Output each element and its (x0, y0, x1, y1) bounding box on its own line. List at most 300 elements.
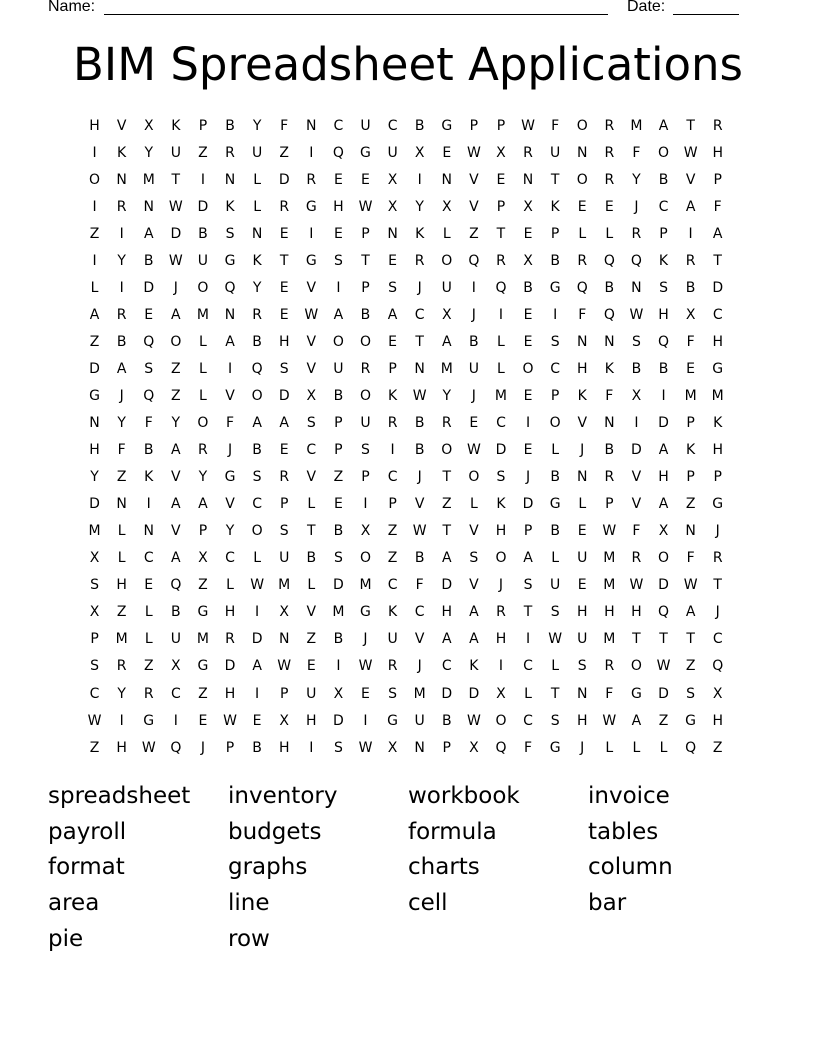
grid-letter: V (225, 496, 235, 513)
grid-letter: Z (198, 577, 208, 594)
grid-letter: R (143, 685, 154, 702)
grid-letter: R (441, 415, 452, 432)
grid-letter: A (658, 442, 669, 459)
grid-letter: Y (415, 198, 424, 215)
word-list-item: charts (408, 854, 480, 881)
grid-letter: F (551, 117, 560, 134)
grid-letter: J (580, 442, 585, 459)
grid-letter: C (387, 469, 398, 486)
grid-letter: H (278, 333, 290, 350)
grid-letter: S (577, 658, 587, 675)
grid-letter: T (686, 117, 695, 134)
grid-letter: W (358, 739, 373, 756)
grid-letter: L (551, 658, 560, 675)
grid-letter: Z (116, 604, 127, 621)
grid-letter: J (417, 279, 422, 296)
grid-letter: I (336, 279, 341, 296)
grid-letter: Z (685, 496, 696, 513)
grid-letter: P (361, 225, 370, 242)
grid-letter: R (577, 252, 588, 269)
grid-letter: T (550, 171, 560, 188)
grid-letter: X (523, 198, 533, 215)
grid-letter: H (604, 604, 615, 621)
grid-letter: O (522, 360, 534, 377)
grid-letter: R (631, 550, 642, 567)
grid-letter: R (387, 415, 398, 432)
grid-letter: H (116, 577, 127, 594)
grid-letter: N (116, 171, 127, 188)
grid-letter: W (521, 117, 535, 134)
grid-letter: Q (603, 252, 615, 269)
grid-letter: Y (117, 415, 126, 432)
grid-letter: Q (685, 739, 697, 756)
grid-letter: R (523, 144, 533, 161)
grid-letter: H (278, 739, 290, 756)
grid-letter: G (305, 198, 317, 215)
grid-letter: Y (632, 171, 641, 188)
word-list (48, 780, 768, 958)
grid-letter: Y (90, 469, 99, 486)
grid-letter: P (523, 523, 533, 540)
grid-letter: W (656, 658, 671, 675)
grid-letter: C (658, 198, 669, 215)
grid-letter: Q (170, 577, 182, 594)
grid-letter: M (603, 550, 616, 567)
grid-letter: F (605, 387, 614, 404)
grid-letter: I (336, 658, 341, 675)
grid-letter: Q (468, 252, 480, 269)
grid-letter: S (388, 685, 398, 702)
grid-letter: I (417, 171, 422, 188)
grid-letter: Z (198, 144, 208, 161)
grid-letter: Z (658, 712, 669, 729)
grid-letter: D (495, 442, 507, 459)
grid-letter: R (279, 469, 290, 486)
grid-letter: S (333, 739, 343, 756)
word-list-item: workbook (408, 783, 520, 809)
word-list-item: cell (408, 890, 448, 917)
grid-letter: D (224, 658, 236, 675)
grid-letter: K (469, 658, 479, 675)
grid-letter: W (87, 712, 102, 729)
grid-letter: L (497, 360, 505, 377)
grid-letter: P (334, 442, 343, 459)
grid-letter: A (441, 333, 452, 350)
grid-letter: A (658, 117, 669, 134)
word-list-item: line (228, 890, 270, 917)
grid-letter: O (630, 658, 642, 675)
grid-letter: N (576, 333, 588, 350)
grid-letter: I (173, 712, 178, 729)
grid-letter: C (89, 685, 100, 702)
grid-letter: P (496, 198, 506, 215)
grid-letter: U (441, 279, 452, 296)
grid-letter: T (659, 631, 668, 648)
grid-letter: E (388, 333, 397, 350)
grid-letter: H (495, 631, 507, 648)
grid-letter: N (306, 117, 317, 134)
grid-letter: L (605, 225, 614, 242)
grid-letter: G (89, 387, 100, 404)
grid-letter: N (441, 171, 452, 188)
grid-letter: Y (252, 117, 262, 134)
grid-letter: D (522, 496, 534, 513)
grid-letter: W (602, 523, 617, 540)
grid-letter: F (632, 523, 641, 540)
grid-letter: E (523, 225, 533, 242)
grid-letter: E (523, 306, 533, 323)
grid-letter: O (251, 387, 263, 404)
grid-letter: M (440, 360, 453, 377)
grid-letter: E (469, 415, 479, 432)
grid-letter: R (360, 360, 371, 377)
grid-letter: P (550, 225, 560, 242)
grid-letter: L (524, 685, 532, 702)
grid-letter: T (415, 333, 424, 350)
grid-letter: R (252, 306, 262, 323)
grid-letter: D (170, 225, 182, 242)
grid-letter: D (143, 279, 155, 296)
grid-letter: J (417, 469, 422, 486)
grid-letter: X (523, 252, 533, 269)
grid-letter: E (279, 442, 289, 459)
grid-letter: L (144, 604, 153, 621)
word-list-item: format (48, 854, 125, 881)
grid-letter: P (225, 739, 235, 756)
grid-letter: N (414, 360, 425, 377)
grid-letter: L (199, 333, 207, 350)
grid-letter: O (495, 550, 507, 567)
grid-letter: U (414, 712, 425, 729)
grid-letter: F (632, 144, 641, 161)
grid-letter: S (90, 658, 99, 675)
word-list-item: bar (588, 890, 627, 917)
grid-letter: S (333, 252, 343, 269)
grid-letter: H (441, 604, 453, 621)
grid-letter: X (685, 306, 696, 323)
grid-letter: I (119, 225, 124, 242)
grid-letter: S (469, 550, 479, 567)
grid-letter: L (578, 225, 587, 242)
grid-letter: F (280, 117, 289, 134)
grid-letter: O (658, 144, 670, 161)
grid-letter: W (223, 712, 237, 729)
grid-letter: D (631, 442, 642, 459)
grid-letter: A (279, 415, 289, 432)
grid-letter: K (225, 198, 235, 215)
grid-letter: E (279, 306, 289, 323)
grid-letter: M (359, 577, 372, 594)
grid-letter: G (143, 712, 155, 729)
grid-letter: K (577, 387, 587, 404)
grid-letter: P (713, 171, 722, 188)
grid-letter: X (279, 712, 289, 729)
grid-letter: O (251, 523, 263, 540)
grid-letter: H (116, 739, 127, 756)
grid-letter: H (495, 523, 507, 540)
grid-letter: L (605, 739, 614, 756)
grid-letter: Z (198, 685, 208, 702)
grid-letter: L (144, 631, 153, 648)
grid-letter: S (306, 415, 316, 432)
grid-letter: K (658, 252, 669, 269)
grid-letter: V (171, 523, 181, 540)
word-list-item: pie (48, 925, 84, 952)
grid-letter: W (466, 712, 481, 729)
word-list-item: inventory (228, 783, 338, 809)
grid-letter: J (715, 523, 720, 540)
grid-letter: M (88, 523, 101, 540)
grid-letter: B (441, 712, 452, 729)
grid-letter: X (712, 685, 723, 702)
grid-letter: E (144, 577, 154, 594)
grid-letter: L (442, 225, 451, 242)
grid-letter: H (333, 198, 344, 215)
grid-letter: B (550, 469, 560, 486)
grid-letter: O (441, 442, 453, 459)
grid-letter: L (199, 387, 207, 404)
grid-letter: U (387, 631, 398, 648)
grid-letter: Z (387, 523, 398, 540)
grid-letter: E (333, 171, 343, 188)
grid-letter: I (525, 415, 531, 432)
grid-letter: A (469, 604, 479, 621)
grid-letter: P (659, 225, 668, 242)
grid-letter: B (469, 333, 479, 350)
grid-letter: M (603, 577, 616, 594)
grid-letter: M (684, 387, 697, 404)
grid-letter: H (658, 469, 669, 486)
grid-letter: S (686, 685, 696, 702)
grid-letter: U (306, 685, 317, 702)
grid-letter: Q (712, 658, 724, 675)
grid-letter: F (605, 685, 614, 702)
grid-letter: L (307, 496, 316, 513)
grid-letter: C (523, 658, 533, 675)
grid-letter: H (712, 442, 723, 459)
grid-letter: D (278, 171, 290, 188)
name-blank-line (104, 14, 608, 15)
grid-letter: R (225, 631, 235, 648)
grid-letter: X (631, 387, 642, 404)
grid-letter: A (523, 550, 533, 567)
grid-letter: C (496, 415, 506, 432)
grid-letter: H (306, 712, 317, 729)
grid-letter: V (225, 387, 235, 404)
grid-letter: F (578, 306, 587, 323)
grid-letter: U (577, 631, 588, 648)
grid-letter: G (305, 252, 317, 269)
word-list-item: graphs (228, 854, 308, 881)
grid-letter: Q (251, 360, 263, 377)
grid-letter: S (523, 577, 533, 594)
grid-letter: B (252, 333, 262, 350)
grid-letter: J (471, 387, 476, 404)
grid-letter: V (469, 523, 479, 540)
grid-letter: R (604, 117, 615, 134)
grid-letter: B (658, 171, 669, 188)
grid-letter: E (361, 685, 370, 702)
grid-letter: E (577, 523, 587, 540)
grid-letter: N (251, 225, 263, 242)
grid-letter: W (412, 523, 427, 540)
grid-letter: F (117, 442, 126, 459)
grid-letter: W (358, 658, 373, 675)
grid-letter: R (685, 252, 696, 269)
grid-letter: W (466, 442, 481, 459)
grid-letter: C (170, 685, 181, 702)
grid-letter: D (197, 198, 209, 215)
grid-letter: Y (198, 469, 208, 486)
grid-letter: J (498, 577, 504, 594)
grid-letter: C (333, 117, 344, 134)
grid-letter: M (413, 685, 426, 702)
grid-letter: A (171, 442, 181, 459)
grid-letter: L (253, 550, 262, 567)
grid-letter: A (469, 631, 479, 648)
grid-letter: G (360, 604, 371, 621)
grid-letter: I (309, 739, 314, 756)
grid-letter: J (715, 604, 720, 621)
grid-letter: W (683, 144, 698, 161)
grid-letter: P (469, 117, 479, 134)
grid-letter: O (576, 117, 588, 134)
grid-letter: O (89, 171, 101, 188)
grid-letter: I (634, 415, 639, 432)
grid-letter: N (414, 739, 425, 756)
grid-letter: P (334, 415, 343, 432)
grid-letter: I (363, 496, 368, 513)
grid-letter: J (634, 198, 639, 215)
grid-letter: V (306, 360, 317, 377)
grid-letter: P (279, 496, 289, 513)
grid-letter: D (712, 279, 724, 296)
grid-letter: D (251, 631, 263, 648)
grid-letter: V (685, 171, 696, 188)
grid-letter: O (576, 171, 588, 188)
grid-letter: B (252, 442, 262, 459)
grid-letter: A (631, 712, 642, 729)
grid-letter: R (496, 604, 506, 621)
grid-letter: E (333, 496, 343, 513)
grid-letter: B (523, 279, 533, 296)
grid-letter: W (629, 577, 644, 594)
grid-letter: B (252, 739, 262, 756)
grid-letter: A (441, 550, 452, 567)
grid-letter: B (306, 550, 317, 567)
grid-letter: F (713, 198, 722, 215)
grid-letter: I (363, 712, 368, 729)
grid-letter: H (631, 604, 642, 621)
grid-letter: X (441, 198, 452, 215)
grid-letter: B (631, 360, 642, 377)
grid-letter: A (171, 550, 181, 567)
grid-letter: P (686, 415, 695, 432)
grid-letter: S (361, 442, 370, 459)
grid-letter: T (523, 604, 533, 621)
grid-letter: V (469, 171, 479, 188)
grid-letter: X (441, 306, 452, 323)
worksheet-header (48, 0, 748, 18)
grid-letter: Q (658, 333, 670, 350)
grid-letter: Z (143, 658, 154, 675)
grid-letter: K (171, 117, 181, 134)
word-list-item: area (48, 890, 100, 917)
grid-letter: O (658, 550, 670, 567)
grid-letter: N (522, 171, 534, 188)
grid-letter: K (713, 415, 723, 432)
grid-letter: T (686, 631, 695, 648)
grid-letter: U (333, 360, 344, 377)
grid-letter: V (306, 604, 317, 621)
grid-letter: V (469, 198, 479, 215)
grid-letter: X (387, 739, 398, 756)
grid-letter: O (495, 712, 507, 729)
grid-letter: Y (117, 685, 126, 702)
grid-letter: B (333, 387, 344, 404)
grid-letter: L (253, 198, 262, 215)
grid-letter: U (279, 550, 290, 567)
grid-letter: X (469, 739, 479, 756)
grid-letter: A (252, 415, 262, 432)
grid-letter: Q (332, 144, 344, 161)
grid-letter: K (604, 360, 614, 377)
grid-letter: R (306, 171, 317, 188)
grid-letter: Y (144, 144, 154, 161)
grid-letter: D (468, 685, 480, 702)
grid-letter: X (89, 604, 100, 621)
grid-letter: J (227, 442, 233, 459)
grid-letter: E (686, 360, 696, 377)
grid-letter: X (89, 550, 100, 567)
grid-letter: C (252, 496, 262, 513)
grid-letter: N (576, 685, 588, 702)
grid-letter: D (658, 577, 669, 594)
grid-letter: P (198, 117, 208, 134)
grid-letter: P (361, 469, 370, 486)
grid-letter: A (658, 496, 669, 513)
grid-letter: X (414, 144, 425, 161)
grid-letter: M (115, 631, 128, 648)
grid-letter: K (550, 198, 560, 215)
grid-letter: X (658, 523, 669, 540)
grid-letter: I (146, 496, 151, 513)
grid-letter: V (306, 469, 317, 486)
grid-letter: T (442, 469, 452, 486)
grid-letter: E (577, 577, 587, 594)
grid-letter: P (442, 739, 451, 756)
grid-letter: L (469, 496, 478, 513)
grid-letter: O (332, 333, 344, 350)
grid-letter: V (414, 631, 425, 648)
grid-letter: X (333, 685, 344, 702)
grid-letter: V (631, 469, 642, 486)
grid-letter: N (143, 198, 154, 215)
word-list-item: formula (408, 818, 497, 845)
grid-letter: X (198, 550, 208, 567)
grid-letter: T (713, 577, 722, 594)
grid-letter: C (387, 117, 398, 134)
grid-letter: R (712, 117, 723, 134)
grid-letter: S (388, 279, 398, 296)
grid-letter: L (551, 442, 560, 459)
grid-letter: V (631, 496, 642, 513)
grid-letter: I (200, 171, 205, 188)
grid-letter: C (523, 712, 533, 729)
grid-letter: O (359, 387, 371, 404)
grid-letter: E (523, 333, 533, 350)
grid-letter: I (498, 658, 504, 675)
